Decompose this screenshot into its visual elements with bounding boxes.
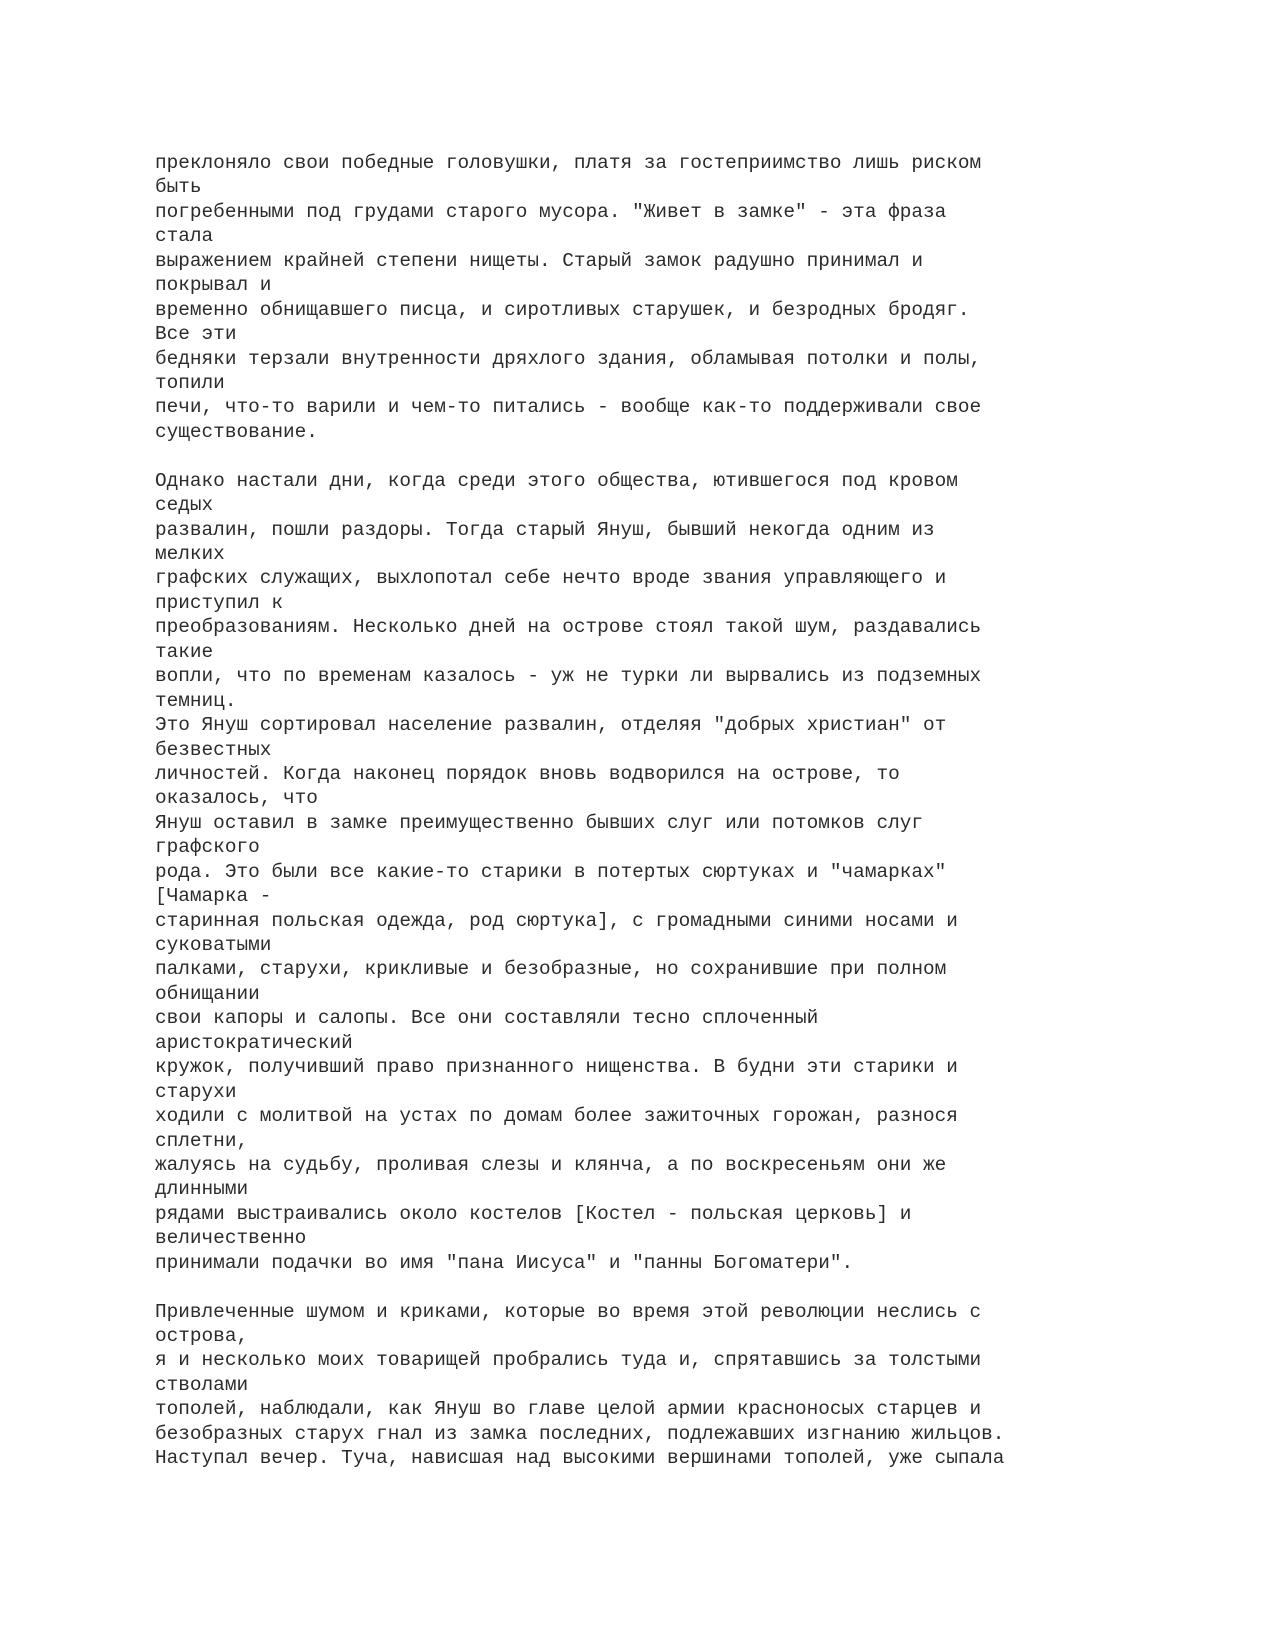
text-line: приступил к <box>155 591 283 614</box>
text-line: развалин, пошли раздоры. Тогда старый Януш, бывший некогда одним из <box>155 518 935 541</box>
text-line: такие <box>155 640 214 663</box>
text-line: бедняки терзали внутренности дряхлого здания, обламывая потолки и полы, <box>155 347 982 370</box>
text-line: рядами выстраивались около костелов [Костел - польская церковь] и <box>155 1202 912 1225</box>
text-line: печи, что-то варили и чем-то питались - вообще как-то поддерживали свое <box>155 396 982 419</box>
text-line: преклоняло свои победные головушки, платя за гостеприимство лишь риском <box>155 152 982 174</box>
text-line: оказалось, что <box>155 787 318 810</box>
text-line: длинными <box>155 1178 249 1201</box>
text-line: Привлеченные шумом и криками, которые во время этой революции неслись с <box>155 1300 982 1323</box>
text-line: быть <box>155 176 202 199</box>
text-line: я и несколько моих товарищей пробрались туда и, спрятавшись за толстыми <box>155 1349 982 1372</box>
text-line: [Чамарка - <box>155 885 272 908</box>
text-line: мелких <box>155 543 225 565</box>
text-line: стволами <box>155 1373 249 1396</box>
text-line: кружок, получивший право признанного нищенства. В будни эти старики и <box>155 1056 958 1079</box>
text-line: графского <box>155 836 260 859</box>
text-line: седых <box>155 494 214 517</box>
body-text <box>155 151 1260 1471</box>
text-line: жалуясь на судьбу, проливая слезы и клянча, а по воскресеньям они же <box>155 1153 947 1176</box>
text-line: временно обнищавшего писца, и сиротливых старушек, и безродных бродяг. <box>155 298 970 321</box>
text-line: аристократический <box>155 1031 353 1054</box>
text-line: величественно <box>155 1227 307 1250</box>
text-line: графских служащих, выхлопотал себе нечто вроде звания управляющего и <box>155 567 947 590</box>
text-line: принимали подачки во имя "пана Иисуса" и "панны Богоматери". <box>155 1251 854 1274</box>
text-line: Наступал вечер. Туча, нависшая над высокими вершинами тополей, уже сыпала <box>155 1447 1005 1470</box>
text-line: тополей, наблюдали, как Януш во главе целой армии красноносых старцев и <box>155 1398 982 1421</box>
text-line: Однако настали дни, когда среди этого общества, ютившегося под кровом <box>155 469 958 492</box>
text-line: суковатыми <box>155 934 272 956</box>
text-line: личностей. Когда наконец порядок вновь водворился на острове, то <box>155 762 900 785</box>
text-line: старинная польская одежда, род сюртука], с громадными синими носами и <box>155 909 958 932</box>
text-line: безвестных <box>155 738 272 761</box>
text-line: обнищании <box>155 982 260 1005</box>
text-line: сплетни, <box>155 1129 249 1152</box>
text-line: безобразных старух гнал из замка последних, подлежавших изгнанию жильцов. <box>155 1422 1005 1445</box>
text-line: преобразованиям. Несколько дней на острове стоял такой шум, раздавались <box>155 616 982 639</box>
text-line <box>155 1275 1260 1299</box>
text-line: темниц. <box>155 689 237 712</box>
text-line: топили <box>155 371 225 394</box>
text-line <box>155 444 1260 468</box>
text-line: существование. <box>155 420 318 443</box>
text-line: покрывал и <box>155 274 272 297</box>
text-line: Все эти <box>155 323 237 346</box>
text-line: Януш оставил в замке преимущественно бывших слуг или потомков слуг <box>155 811 923 834</box>
text-line: палками, старухи, крикливые и безобразные, но сохранившие при полном <box>155 958 947 981</box>
text-line: вопли, что по временам казалось - уж не турки ли вырвались из подземных <box>155 665 982 688</box>
text-line: выражением крайней степени нищеты. Старый замок радушно принимал и <box>155 249 923 272</box>
text-line: рода. Это были все какие-то старики в потертых сюртуках и "чамарках" <box>155 860 947 883</box>
text-line: острова, <box>155 1325 249 1347</box>
text-line: свои капоры и салопы. Все они составляли тесно сплоченный <box>155 1007 819 1030</box>
text-line: стала <box>155 225 214 248</box>
text-line: ходили с молитвой на устах по домам более зажиточных горожан, разнося <box>155 1105 958 1128</box>
text-line: погребенными под грудами старого мусора. "Живет в замке" - эта фраза <box>155 200 947 223</box>
text-line: старухи <box>155 1080 237 1103</box>
text-line: Это Януш сортировал население развалин, отделяя "добрых христиан" от <box>155 714 947 737</box>
